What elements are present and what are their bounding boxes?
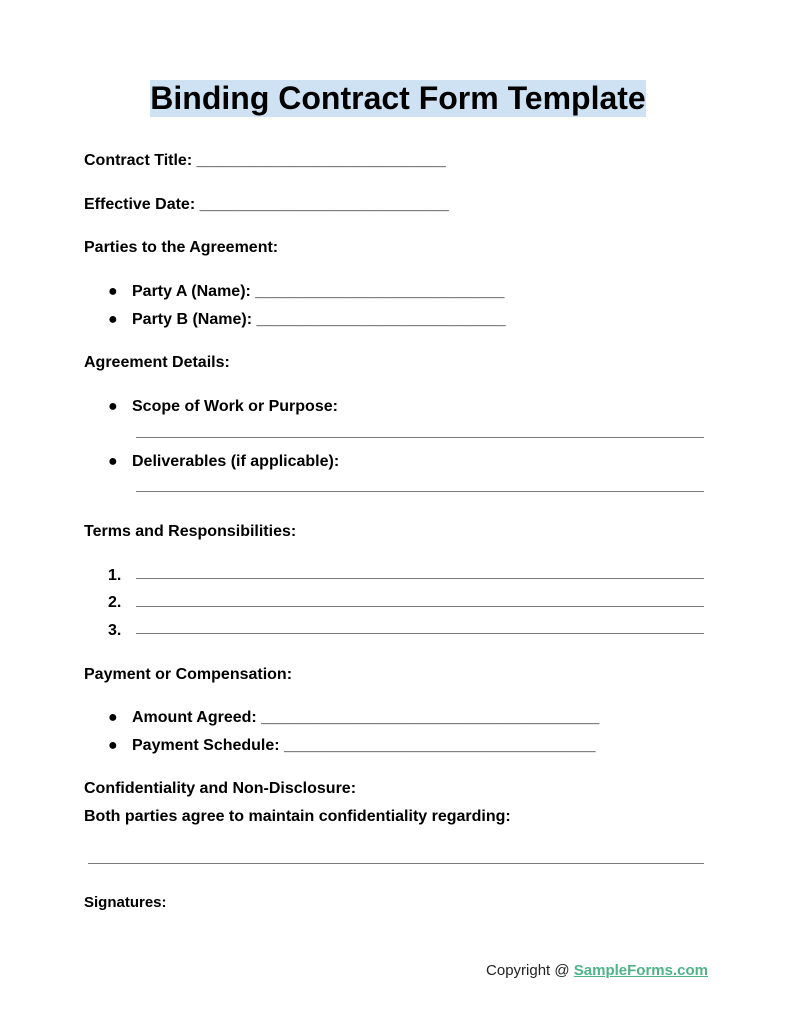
title-wrap xyxy=(0,80,796,117)
party-a-field: Party A (Name): ____________________________ xyxy=(132,283,505,300)
parties-heading: Parties to the Agreement: xyxy=(84,239,279,256)
agreement-heading: Agreement Details: xyxy=(84,354,230,371)
page-title: Binding Contract Form Template xyxy=(150,80,646,116)
term-line xyxy=(136,606,704,607)
effective-date-field: Effective Date: ____________________________ xyxy=(84,196,449,213)
bullet-icon: ● xyxy=(108,709,118,726)
confidentiality-text: Both parties agree to maintain confidentiality regarding: xyxy=(84,808,511,825)
term-number: 3. xyxy=(108,622,122,639)
bullet-icon: ● xyxy=(108,453,118,470)
contract-title-field: Contract Title: ____________________________ xyxy=(84,152,446,169)
term-number: 1. xyxy=(108,567,122,584)
term-number: 2. xyxy=(108,594,122,611)
deliverables-label: Deliverables (if applicable): xyxy=(132,453,340,470)
term-line xyxy=(136,578,704,579)
scope-label: Scope of Work or Purpose: xyxy=(132,398,338,415)
confidentiality-heading: Confidentiality and Non-Disclosure: xyxy=(84,780,357,797)
party-b-field: Party B (Name): ____________________________ xyxy=(132,311,506,328)
copyright-text: Copyright @ xyxy=(486,962,574,979)
sampleforms-link[interactable]: SampleForms.com xyxy=(573,962,708,979)
deliverables-line xyxy=(136,491,704,492)
bullet-icon: ● xyxy=(108,737,118,754)
term-line xyxy=(136,633,704,634)
terms-heading: Terms and Responsibilities: xyxy=(84,523,297,540)
amount-agreed-field: Amount Agreed: ______________________________________ xyxy=(132,709,600,726)
payment-heading: Payment or Compensation: xyxy=(84,666,293,683)
bullet-icon: ● xyxy=(108,283,118,300)
footer xyxy=(486,961,708,981)
bullet-icon: ● xyxy=(108,398,118,415)
signatures-heading: Signatures: xyxy=(84,894,167,911)
bullet-icon: ● xyxy=(108,311,118,328)
confidentiality-line xyxy=(88,863,704,864)
payment-schedule-field: Payment Schedule: ___________________________________ xyxy=(132,737,596,754)
scope-line xyxy=(136,437,704,438)
